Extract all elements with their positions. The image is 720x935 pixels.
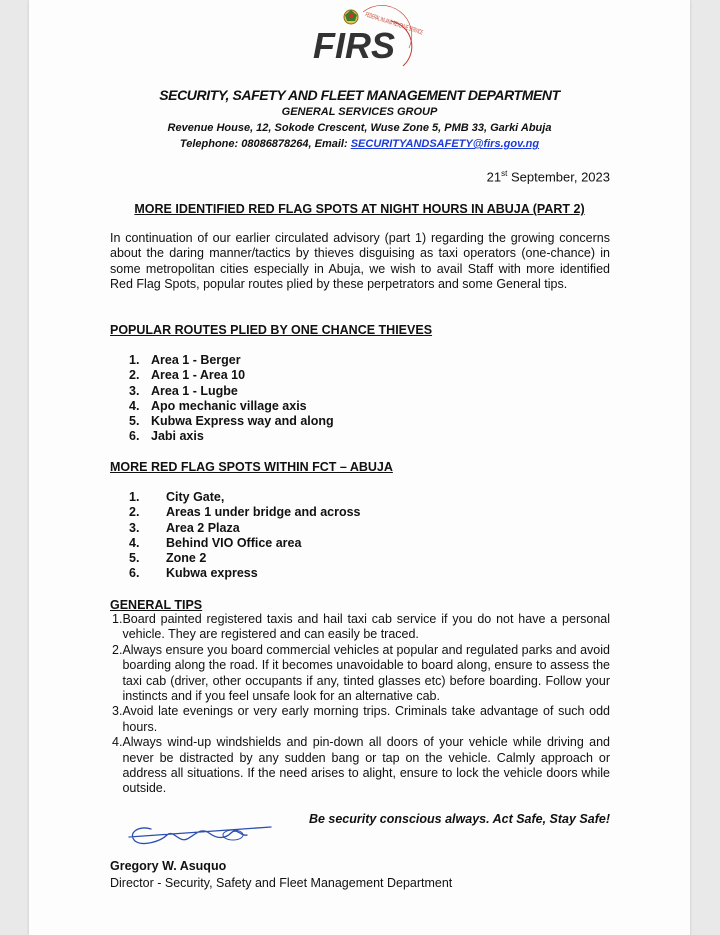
list-item: 2. Areas 1 under bridge and across [129,505,361,520]
logo-text: FIRS [313,25,396,66]
spots-heading: MORE RED FLAG SPOTS WITHIN FCT – ABUJA [110,460,393,474]
list-item: 5. Kubwa Express way and along [129,414,334,429]
date-rest: September, 2023 [507,169,610,185]
address: Revenue House, 12, Sokode Crescent, Wuse Zone 5, PMB 33, Garki Abuja [167,122,552,134]
list-item: 2. Area 1 - Area 10 [129,368,246,383]
firs-logo [311,6,480,78]
document-page [29,0,690,935]
group-name: GENERAL SERVICES GROUP [281,106,438,118]
list-item: 4. Apo mechanic village axis [129,398,307,413]
document-title: MORE IDENTIFIED RED FLAG SPOTS AT NIGHT HOURS IN ABUJA (PART 2) [134,202,585,216]
routes-list [129,353,334,445]
department-name: SECURITY, SAFETY AND FLEET MANAGEMENT DEPARTMENT [159,87,560,103]
tips-list [112,612,610,797]
tips-heading: GENERAL TIPS [110,598,203,612]
list-item: 5. Zone 2 [129,551,207,566]
logo-ring-text: FEDERAL INLAND REVENUE SERVICE [364,11,480,55]
routes-heading: POPULAR ROUTES PLIED BY ONE CHANCE THIEVES [110,323,433,337]
list-item: 1. City Gate, [129,490,225,504]
list-item: 3. Avoid late evenings or very early morning trips. Criminals take advantage of such odd hours. [112,704,610,734]
list-item: 6. Jabi axis [129,429,204,444]
list-item: 3. Area 2 Plaza [129,520,240,535]
signature-icon [121,815,271,855]
date-suffix: st [501,169,508,178]
intro-paragraph: In continuation of our earlier circulated advisory (part 1) regarding the growing concerns about the daring manner/tactics by thieves disguising as taxi operators (one-chance) in some metropolitan cities especially in Abuja, we wish to avail Staff with more identified Red Flag Spots, popular routes plied by these perpetrators and some General tips. [110,231,610,292]
telephone-label: Telephone: 08086878264, Email: [179,138,351,150]
email-link[interactable]: SECURITYANDSAFETY@firs.gov.ng [350,138,540,150]
spots-list [129,490,361,582]
list-item: 2. Always ensure you board commercial vehicles at popular and regulated parks and avoid boarding along the road. If it becomes unavoidable to board along, ensure to assess the taxi cab (driver, other occupants if any, tinted glasses etc) before boarding. Follow your instincts and if you feel unsafe look for an alternative cab. [112,642,610,704]
list-item: 4. Always wind-up windshields and pin-down all doors of your vehicle while driving and never be distracted by any sudden bang or tap on the vehicle. Calmly approach or address all situations. If the need arises to alight, ensure to lock the vehicle doors while outside. [112,735,610,796]
slogan: Be security conscious always. Act Safe, Stay Safe! [308,812,610,826]
signatory-name: Gregory W. Asuquo [110,859,227,873]
list-item: 3. Area 1 - Lugbe [129,383,238,398]
contact-line [29,138,690,150]
coat-of-arms-icon [344,10,358,24]
letter-date [487,169,610,184]
list-item: 4. Behind VIO Office area [129,535,302,550]
list-item: 6. Kubwa express [129,566,258,581]
list-item: 1. Area 1 - Berger [129,353,241,367]
date-day: 21 [486,169,502,185]
signatory-role: Director - Security, Safety and Fleet Management Department [110,876,453,890]
list-item: 1. Board painted registered taxis and hail taxi cab service if you do not have a personal vehicle. They are registered and can easily be traced. [112,612,610,642]
